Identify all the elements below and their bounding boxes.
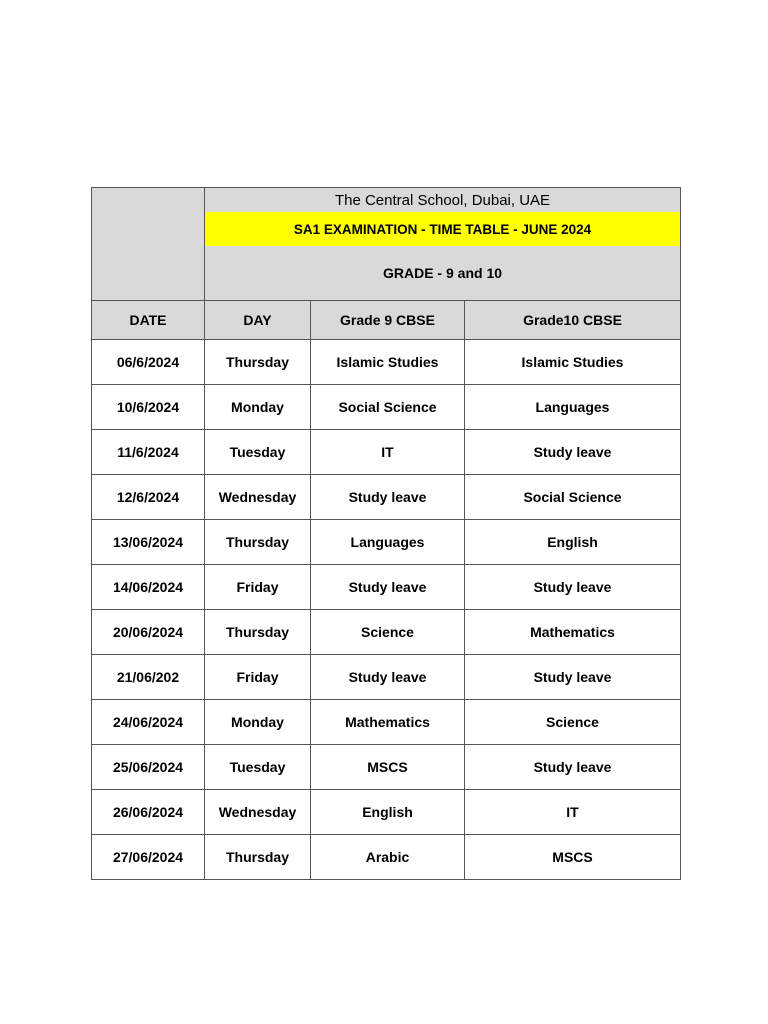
table-row — [92, 700, 681, 745]
cell-grade9: Arabic — [311, 835, 465, 880]
cell-day: Thursday — [205, 835, 311, 880]
cell-grade10: Mathematics — [465, 610, 681, 655]
cell-grade9: Study leave — [311, 475, 465, 520]
title-row — [92, 188, 681, 213]
timetable — [91, 187, 681, 880]
cell-grade10: Social Science — [465, 475, 681, 520]
column-header-date: DATE — [92, 301, 205, 340]
cell-date: 21/06/202 — [92, 655, 205, 700]
cell-date: 10/6/2024 — [92, 385, 205, 430]
header-corner-cell — [92, 188, 205, 301]
cell-day: Thursday — [205, 610, 311, 655]
cell-grade9: Languages — [311, 520, 465, 565]
exam-title: SA1 EXAMINATION - TIME TABLE - JUNE 2024 — [205, 212, 681, 246]
table-row — [92, 430, 681, 475]
school-title: The Central School, Dubai, UAE — [205, 188, 681, 213]
cell-date: 12/6/2024 — [92, 475, 205, 520]
cell-grade10: English — [465, 520, 681, 565]
cell-grade10: Islamic Studies — [465, 340, 681, 385]
column-header-day: DAY — [205, 301, 311, 340]
cell-grade10: Science — [465, 700, 681, 745]
cell-date: 13/06/2024 — [92, 520, 205, 565]
cell-day: Monday — [205, 385, 311, 430]
cell-grade9: Islamic Studies — [311, 340, 465, 385]
cell-grade10: Study leave — [465, 430, 681, 475]
table-row — [92, 340, 681, 385]
cell-grade9: Social Science — [311, 385, 465, 430]
cell-grade9: Study leave — [311, 565, 465, 610]
column-header-grade10: Grade10 CBSE — [465, 301, 681, 340]
cell-grade10: MSCS — [465, 835, 681, 880]
timetable-sheet — [91, 187, 680, 880]
cell-date: 20/06/2024 — [92, 610, 205, 655]
table-row — [92, 385, 681, 430]
table-row — [92, 520, 681, 565]
cell-date: 26/06/2024 — [92, 790, 205, 835]
cell-grade9: Science — [311, 610, 465, 655]
table-row — [92, 655, 681, 700]
cell-grade9: English — [311, 790, 465, 835]
cell-day: Tuesday — [205, 745, 311, 790]
cell-grade10: Study leave — [465, 745, 681, 790]
cell-grade9: IT — [311, 430, 465, 475]
cell-date: 14/06/2024 — [92, 565, 205, 610]
table-row — [92, 565, 681, 610]
table-row — [92, 610, 681, 655]
cell-day: Wednesday — [205, 475, 311, 520]
cell-grade10: IT — [465, 790, 681, 835]
cell-day: Wednesday — [205, 790, 311, 835]
cell-day: Thursday — [205, 340, 311, 385]
cell-date: 11/6/2024 — [92, 430, 205, 475]
cell-day: Friday — [205, 655, 311, 700]
cell-grade9: MSCS — [311, 745, 465, 790]
table-row — [92, 745, 681, 790]
cell-date: 06/6/2024 — [92, 340, 205, 385]
column-header-grade9: Grade 9 CBSE — [311, 301, 465, 340]
cell-day: Friday — [205, 565, 311, 610]
table-row — [92, 475, 681, 520]
cell-grade9: Study leave — [311, 655, 465, 700]
cell-day: Tuesday — [205, 430, 311, 475]
cell-date: 25/06/2024 — [92, 745, 205, 790]
cell-grade9: Mathematics — [311, 700, 465, 745]
cell-grade10: Study leave — [465, 565, 681, 610]
column-header-row — [92, 301, 681, 340]
grade-title: GRADE - 9 and 10 — [205, 246, 681, 301]
cell-grade10: Study leave — [465, 655, 681, 700]
cell-day: Thursday — [205, 520, 311, 565]
cell-grade10: Languages — [465, 385, 681, 430]
table-row — [92, 790, 681, 835]
table-row — [92, 835, 681, 880]
cell-date: 27/06/2024 — [92, 835, 205, 880]
cell-day: Monday — [205, 700, 311, 745]
cell-date: 24/06/2024 — [92, 700, 205, 745]
